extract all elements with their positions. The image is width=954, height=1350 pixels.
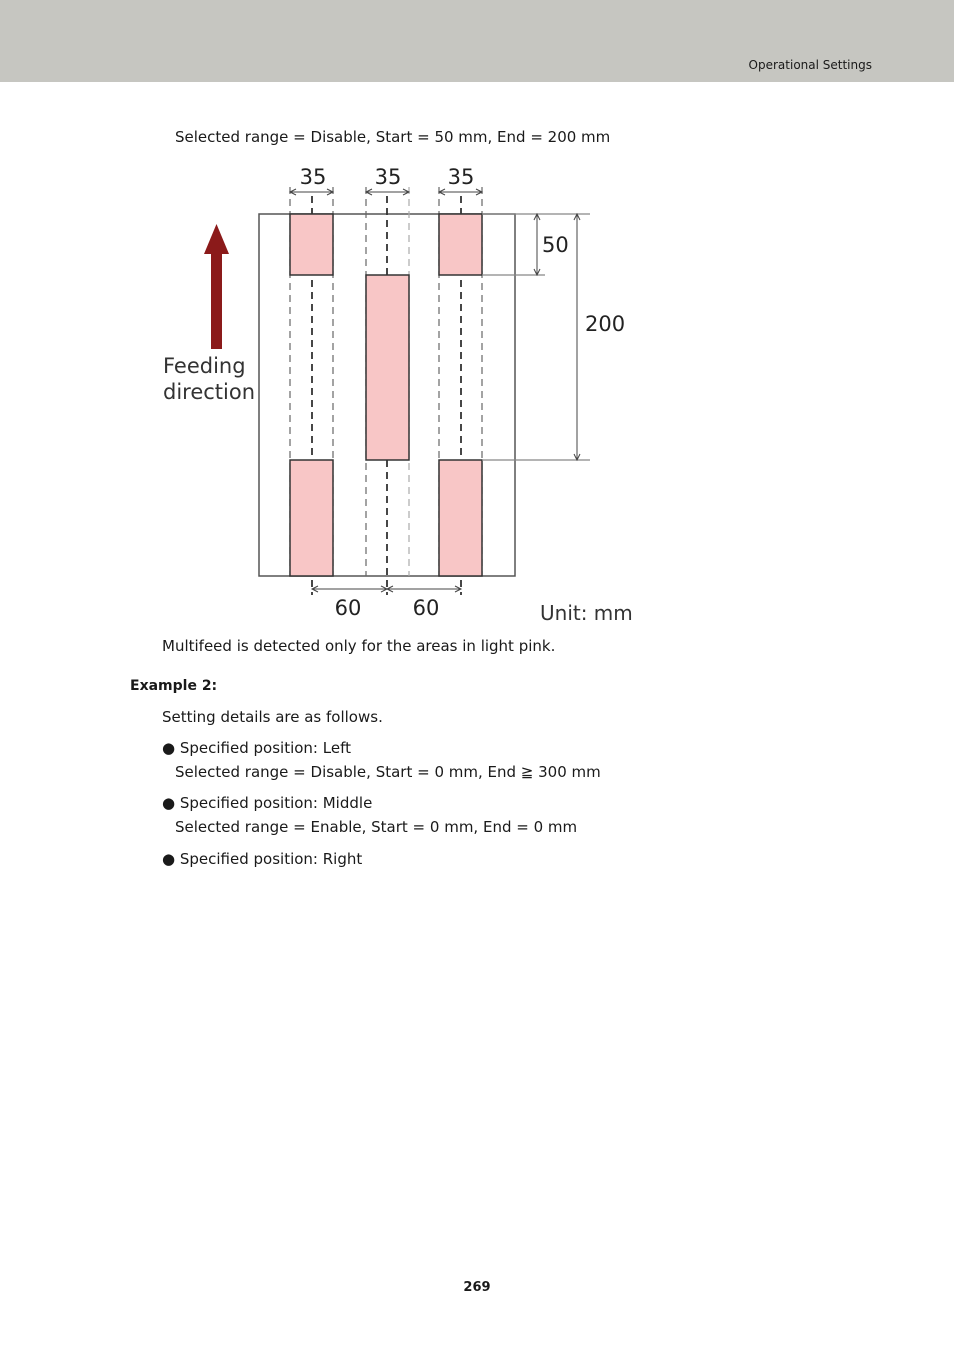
top-dim-right: 35 — [447, 165, 475, 189]
area-left-bottom — [290, 460, 333, 576]
page-header — [0, 0, 954, 82]
area-left-top — [290, 214, 333, 275]
feeding-label-line1: Feeding — [163, 354, 246, 378]
right-dim-200: 200 — [585, 312, 626, 336]
caption-top: Selected range = Disable, Start = 50 mm, End = 200 mm — [175, 128, 611, 146]
top-dimension-lines — [290, 189, 482, 195]
right-dim-50: 50 — [542, 233, 569, 257]
feeding-direction-arrow-icon — [204, 224, 229, 349]
section-title: Operational Settings — [748, 58, 872, 72]
bullet-left: ● Specified position: Left — [162, 739, 351, 757]
area-middle — [366, 275, 409, 460]
bullet-right: ● Specified position: Right — [162, 850, 363, 868]
top-dim-middle: 35 — [374, 165, 402, 189]
example-heading: Example 2: — [130, 678, 218, 694]
example-intro: Setting details are as follows. — [162, 708, 383, 726]
right-dimension-lines — [482, 214, 590, 460]
unit-label: Unit: mm — [540, 601, 633, 625]
page-number: 269 — [463, 1280, 491, 1295]
top-dim-left: 35 — [299, 165, 327, 189]
caption-bottom: Multifeed is detected only for the areas in light pink. — [162, 637, 556, 655]
multifeed-area-diagram — [0, 155, 954, 655]
bullet-middle: ● Specified position: Middle — [162, 794, 373, 812]
detail-left: Selected range = Disable, Start = 0 mm, End ≧ 300 mm — [175, 763, 601, 781]
feeding-label-line2: direction — [163, 380, 256, 404]
detail-middle: Selected range = Enable, Start = 0 mm, End = 0 mm — [175, 818, 578, 836]
bottom-dim-right: 60 — [412, 596, 440, 620]
bottom-dim-left: 60 — [334, 596, 362, 620]
area-right-top — [439, 214, 482, 275]
area-right-bottom — [439, 460, 482, 576]
